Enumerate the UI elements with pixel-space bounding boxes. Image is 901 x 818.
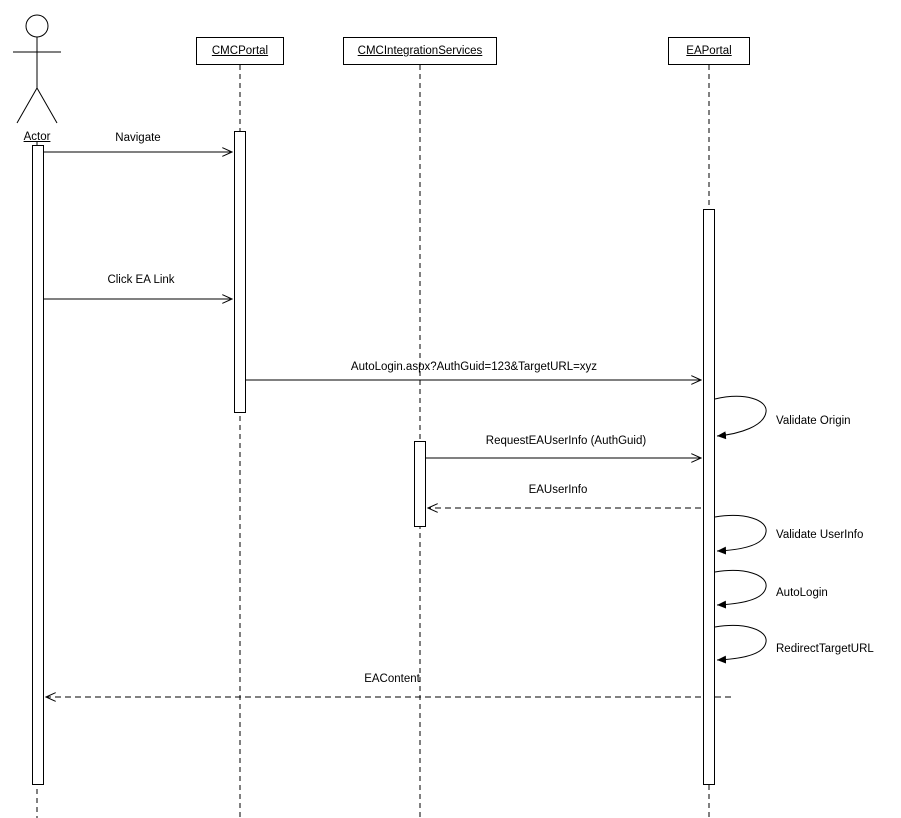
activation-actor — [32, 145, 44, 785]
message-label-navigate: Navigate — [115, 132, 161, 144]
actor-figure — [13, 15, 61, 123]
participant-label: CMCIntegrationServices — [357, 45, 483, 57]
message-label-eacontent: EAContent — [364, 673, 420, 685]
message-label-autologin-request: AutoLogin.aspx?AuthGuid=123&TargetURL=xyz — [350, 361, 598, 373]
participant-label: EAPortal — [686, 45, 732, 57]
actor-label: Actor — [23, 131, 51, 143]
participant-cmcintegrationservices[interactable] — [343, 37, 497, 65]
message-label-click-ea-link: Click EA Link — [107, 274, 175, 286]
participant-cmcportal[interactable] — [196, 37, 284, 65]
activation-cmcportal — [234, 131, 246, 413]
self-message-label-validate-userinfo: Validate UserInfo — [776, 529, 864, 541]
participant-eaportal[interactable] — [668, 37, 750, 65]
message-label-eauserinfo: EAUserInfo — [528, 484, 588, 496]
message-arrows — [44, 152, 731, 697]
self-message-loops — [715, 396, 766, 660]
self-message-label-autologin: AutoLogin — [776, 587, 828, 599]
activation-eaportal — [703, 209, 715, 785]
participant-label: CMCPortal — [211, 45, 269, 57]
message-label-request-eauserinfo: RequestEAUserInfo (AuthGuid) — [485, 435, 647, 447]
self-message-label-redirecttargeturl: RedirectTargetURL — [776, 643, 874, 655]
self-message-label-validate-origin: Validate Origin — [776, 415, 851, 427]
activation-cmcintegrationservices — [414, 441, 426, 527]
